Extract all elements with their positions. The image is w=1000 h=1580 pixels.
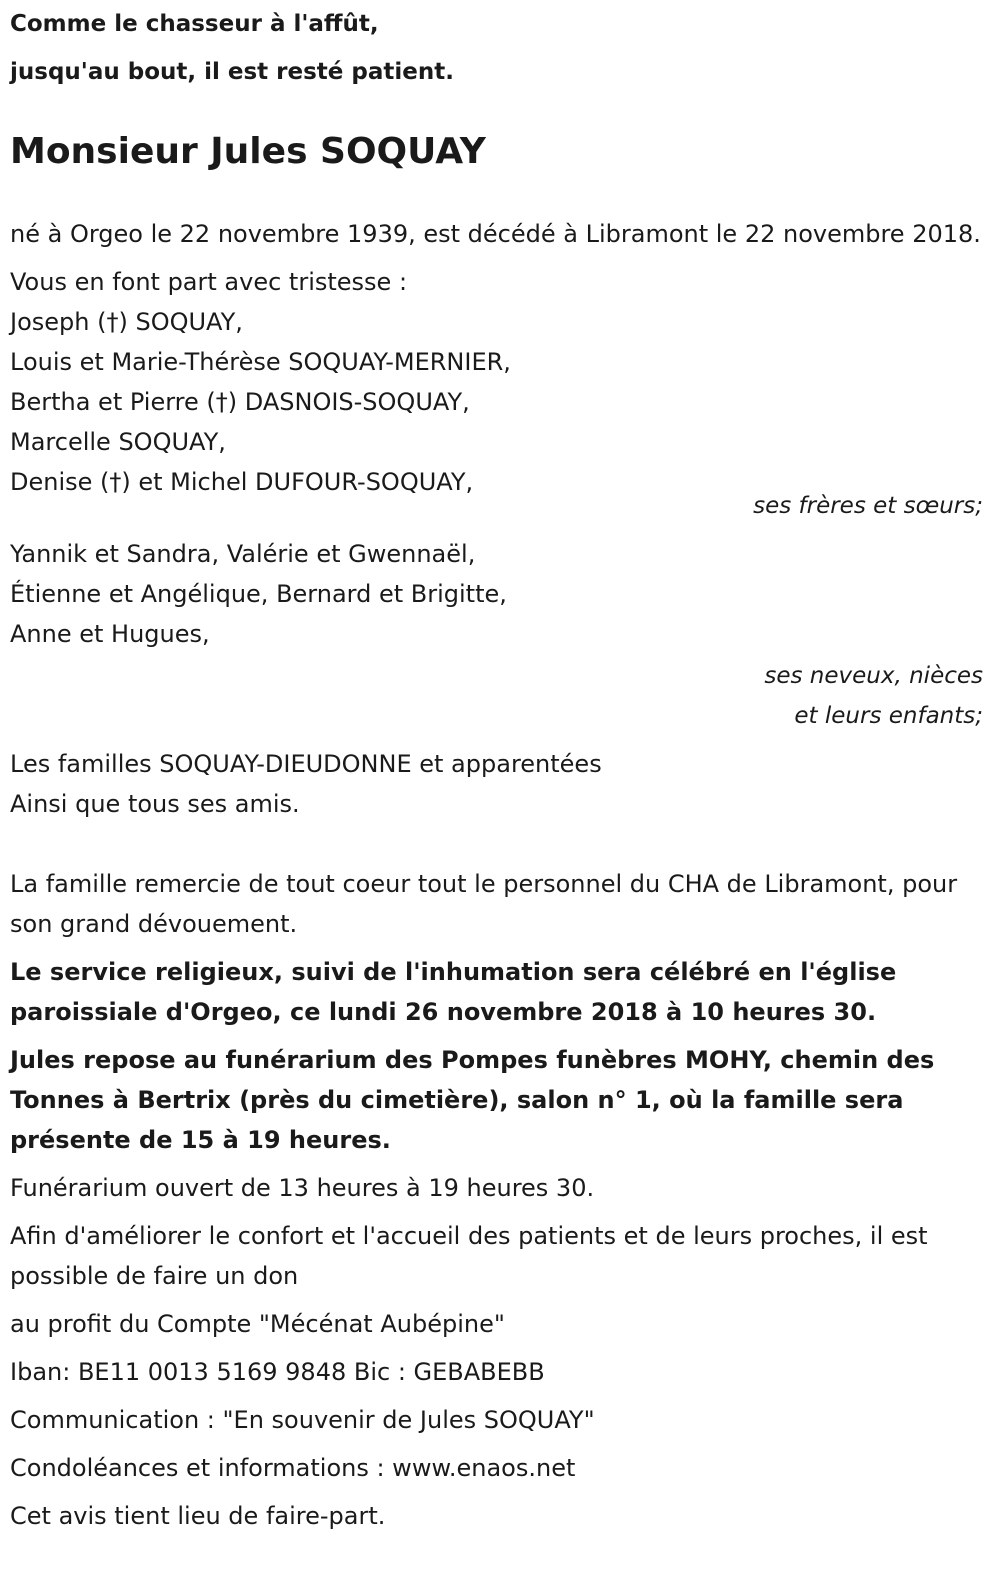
funerarium-text: Jules repose au funérarium des Pompes funèbres MOHY, chemin des Tonnes à Bertrix (près du cimetière), salon n° 1, où la famille sera présente de 15 à 19 heures. [10,1046,935,1154]
thanks-text: La famille remercie de tout coeur tout le personnel du CHA de Libramont, pour son grand dévouement. [10,870,958,938]
service-text: Le service religieux, suivi de l'inhumation sera célébré en l'église paroissiale d'Orgeo, ce lundi 26 novembre 2018 à 10 heures 30. [10,958,897,1026]
sibling-entry: Denise (†) et Michel DUFOUR-SOQUAY, [10,468,474,496]
nephew-entry: Anne et Hugues, [10,620,210,648]
birth-death-text: né à Orgeo le 22 novembre 1939, est décédé à Libramont le 22 novembre 2018. [10,220,981,248]
siblings-label: ses frères et sœurs; [753,493,983,519]
nephews-label-line-1: ses neveux, nièces [764,663,983,689]
families-block [10,744,985,824]
sibling-entry: Louis et Marie-Thérèse SOQUAY-MERNIER, [10,348,511,376]
donation-account: au profit du Compte "Mécénat Aubépine" [10,1310,505,1338]
nephews-block [10,534,985,736]
siblings-block [10,262,985,526]
obituary-notice [10,0,985,1536]
closing-text: Cet avis tient lieu de faire-part. [10,1502,386,1530]
donation-intro: Afin d'améliorer le confort et l'accueil des patients et de leurs proches, il est possible de faire un don [10,1222,928,1290]
announce-intro: Vous en font part avec tristesse : [10,268,408,296]
donation-iban: Iban: BE11 0013 5169 9848 Bic : GEBABEBB [10,1358,545,1386]
opening-hours-text: Funérarium ouvert de 13 heures à 19 heures 30. [10,1174,595,1202]
sibling-entry: Joseph (†) SOQUAY, [10,308,243,336]
nephews-label-line-2: et leurs enfants; [794,703,983,729]
donation-communication: Communication : "En souvenir de Jules SOQUAY" [10,1406,595,1434]
sibling-entry: Marcelle SOQUAY, [10,428,226,456]
epigraph-line-2: jusqu'au bout, il est resté patient. [10,59,454,85]
families-line-2: Ainsi que tous ses amis. [10,790,300,818]
sibling-entry: Bertha et Pierre (†) DASNOIS-SOQUAY, [10,388,470,416]
nephew-entry: Yannik et Sandra, Valérie et Gwennaël, [10,540,476,568]
deceased-name-title: Monsieur Jules SOQUAY [10,131,486,172]
nephew-entry: Étienne et Angélique, Bernard et Brigitte, [10,580,507,608]
epigraph-line-1: Comme le chasseur à l'affût, [10,11,379,37]
families-line-1: Les familles SOQUAY-DIEUDONNE et apparentées [10,750,602,778]
condolences-text: Condoléances et informations : www.enaos.net [10,1454,576,1482]
